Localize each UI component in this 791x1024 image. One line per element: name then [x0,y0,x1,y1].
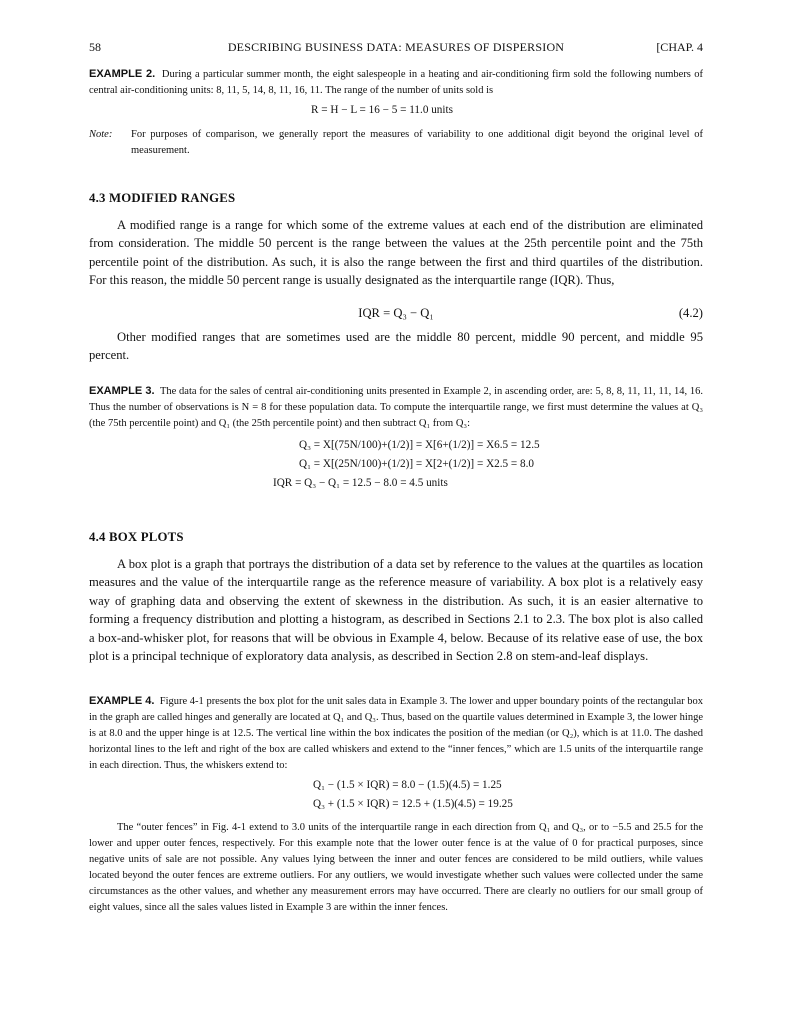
example-3 [89,383,703,432]
example-2-equation: R = H − L = 16 − 5 = 11.0 units [311,104,453,116]
example-4-paragraph-2: The “outer fences” in Fig. 4-1 extend to 3.0 units of the interquartile range in each direction from Q₁ and Q₃, or to −5.5 and 25.5 for the lower and upper outer fences, respectively. For this example note that the lower outer fence is at the value of 0 for practical purposes, since negative units of sale are not possible. Any values lying between the inner and outer fences are considered to be mild outliers, while values located beyond the outer fences are extreme outliers. For any outliers, we would investigate whether such values were collected under the same circumstances as the other values, and whether any measurement errors may have occurred. There are clearly no outliers for our small group of eight values, since all the sales values listed in Example 3 are within the inner fences. [89,822,703,913]
example-3-equation-q3: Q₃ = X[(75N/100)+(1/2)] = X[6+(1/2)] = X6.5 = 12.5 [299,439,540,451]
example-4-text: Figure 4-1 presents the box plot for the unit sales data in Example 3. The lower and upper boundary points of the rectangular box in the graph are called hinges and generally are located at Q₁ and Q₃. Thus, based on the quartile values determined in Example 3, the lower hinge is at 8.0 and the upper hinge is at 12.5. The vertical line within the box indicates the position of the median (or Q₂), which is at 11.0. The dashed horizontal lines to the left and right of the box are called whiskers and extend to the “inner fences,” which are 1.5 units of the interquartile range in each direction. Thus, the whiskers extend to: [89,696,704,771]
note-label: Note: [89,129,113,140]
example-2-label: EXAMPLE 2. [89,68,156,80]
section-4-3-paragraph-1: A modified range is a range for which some of the extreme values at each end of the distribution are eliminated from consideration. The middle 50 percent is the range between the values at the 25th percentile point and the 75th percentile point of the distribution. As such, it is also the range between the first and third quartiles of the distribution. For this reason, the middle 50 percent range is usually designated as the interquartile range (IQR). Thus, [89,218,703,288]
section-4-4-paragraph: A box plot is a graph that portrays the distribution of a data set by reference to the values at the quartiles as location measures and the value of the interquartile range as the reference measure of variability. A box plot is a relatively easy way of graphing data and observing the extent of skewness in the distribution. As such, it is an easier alternative to forming a frequency distribution and plotting a histogram, as described in Sections 2.1 to 2.3. The box plot is also called a box-and-whisker plot, for reasons that will be obvious in Example 4, below. Because of its relative ease of use, the box plot is a principal technique of exploratory data analysis, as described in Section 2.8 on stem-and-leaf displays. [89,557,703,664]
equation-4-2 [89,306,703,321]
example-2-text: During a particular summer month, the eight salespeople in a heating and air-conditioning firm sold the following numbers of central air-conditioning units: 8, 11, 5, 14, 8, 11, 16, 11. The range of the number of units sold is [89,69,704,96]
section-4-3-paragraph-2: Other modified ranges that are sometimes used are the middle 80 percent, middle 90 percent, and middle 95 percent. [89,330,703,363]
example-3-text: The data for the sales of central air-conditioning units presented in Example 2, in ascending order, are: 5, 8, 8, 11, 11, 11, 14, 16. Thus the number of observations is N = 8 for these population data. To compute the interquartile range, we first must determine the values at Q₃ (the 75th percentile point) and Q₁ (the 25th percentile point) and then subtract Q₁ from Q₃: [89,386,703,429]
chapter-label: [CHAP. 4 [656,40,703,54]
note-text: For purposes of comparison, we generally report the measures of variability to one additional digit beyond the original level of measurement. [131,129,703,156]
section-4-3-heading: 4.3 MODIFIED RANGES [89,191,236,205]
equation-4-2-formula: IQR = Q₃ − Q₁ [358,306,434,320]
example-4 [89,693,703,774]
page-number: 58 [89,40,101,54]
running-title: DESCRIBING BUSINESS DATA: MEASURES OF DISPERSION [227,40,565,54]
equation-4-2-number: (4.2) [678,306,703,320]
section-4-4-heading: 4.4 BOX PLOTS [89,530,184,544]
example-3-equation-iqr: IQR = Q₃ − Q₁ = 12.5 − 8.0 = 4.5 units [273,477,448,489]
example-4-label: EXAMPLE 4. [89,695,155,707]
example-2 [89,66,703,99]
example-4-equation-lower-whisker: Q₁ − (1.5 × IQR) = 8.0 − (1.5)(4.5) = 1.25 [313,779,502,791]
example-3-label: EXAMPLE 3. [89,385,155,397]
example-4-equation-upper-whisker: Q₃ + (1.5 × IQR) = 12.5 + (1.5)(4.5) = 19.25 [313,798,513,810]
running-header [89,40,703,56]
example-3-equation-q1: Q₁ = X[(25N/100)+(1/2)] = X[2+(1/2)] = X2.5 = 8.0 [299,458,535,470]
